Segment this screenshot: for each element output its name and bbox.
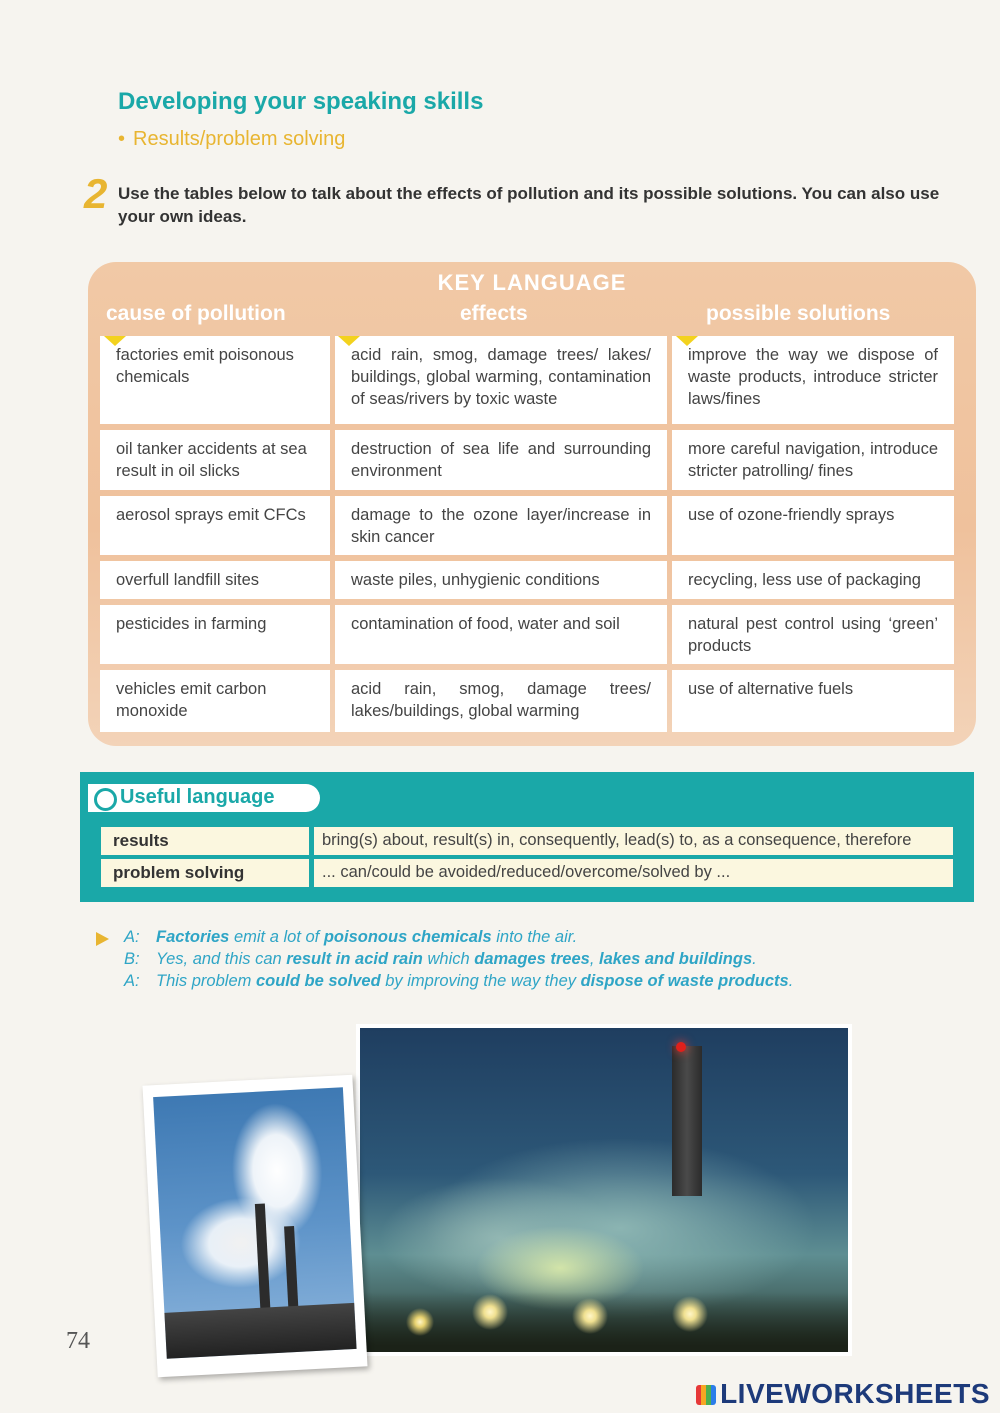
effects-cell: waste piles, unhygienic conditions [335,561,667,599]
dialogue-line [124,972,793,991]
exercise-instruction: Use the tables below to talk about the effects of pollution and its possible solutions. You can also use your own ideas. [118,184,940,226]
chimney [255,1203,271,1313]
table-row [100,496,960,555]
useful-row-results [100,826,954,856]
useful-row-problem-solving [100,858,954,888]
pointer-triangle-icon [338,336,360,346]
speaker-label: A: [124,972,140,990]
table-row [100,336,960,424]
exercise-number: 2 [84,170,108,217]
cause-cell: pesticides in farming [100,605,330,664]
useful-language-box [80,772,974,902]
brand-logo[interactable] [696,1378,990,1410]
effects-cell: contamination of food, water and soil [335,605,667,664]
dialogue-text: which [422,950,475,968]
table-row [100,670,960,732]
dialogue-text: , [589,950,599,968]
solutions-cell: more careful navigation, introduce stricter patrolling/ fines [672,430,954,490]
circle-icon [94,788,117,811]
table-row [100,561,960,599]
useful-language-tab [88,784,320,812]
dialogue-text: by improving the way they [380,972,581,990]
key-language-table [100,336,960,738]
brand-text: LIVEWORKSHEETS [720,1378,990,1409]
solutions-cell: recycling, less use of packaging [672,561,954,599]
solutions-cell: improve the way we dispose of waste products, introduce stricter laws/fines [672,336,954,424]
table-row [100,605,960,664]
column-header-solutions: possible solutions [706,302,891,325]
warning-light [676,1042,686,1052]
factory-night-photo [360,1028,848,1352]
dialogue-text: Yes, and this can [156,950,287,968]
cause-cell: overfull landfill sites [100,561,330,599]
useful-language-title: Useful language [120,786,275,808]
useful-text: bring(s) about, result(s) in, consequently, lead(s) to, as a consequence, therefore [313,826,954,856]
ground-lights [360,1292,848,1352]
play-arrow-icon [96,932,109,946]
dialogue-key-phrase: Factories [156,928,230,946]
solutions-cell: use of ozone-friendly sprays [672,496,954,555]
smokestack [672,1046,702,1196]
dialogue-key-phrase: dispose of waste products [580,972,789,990]
page-title: Developing your speaking skills [118,88,484,115]
pointer-triangle-icon [104,336,126,346]
dialogue-text: emit a lot of [229,928,324,946]
effects-cell: acid rain, smog, damage trees/ lakes/buildings, global warming [335,670,667,732]
column-header-effects: effects [460,302,528,325]
pointer-triangle-icon [676,336,698,346]
subtitle-text: Results/problem solving [133,128,346,150]
useful-label: problem solving [100,858,310,888]
useful-label: results [100,826,310,856]
speaker-label: A: [124,928,140,946]
column-header-cause: cause of pollution [106,302,286,325]
effects-cell: destruction of sea life and surrounding environment [335,430,667,490]
photo-image [153,1087,356,1359]
dialogue-key-phrase: damages trees [474,950,590,968]
useful-text: ... can/could be avoided/reduced/overcome/solved by ... [313,858,954,888]
cause-cell: vehicles emit carbon monoxide [100,670,330,732]
cause-cell: aerosol sprays emit CFCs [100,496,330,555]
bullet-icon: • [118,128,126,150]
cause-cell: oil tanker accidents at sea result in oil slicks [100,430,330,490]
section-subtitle [118,128,345,151]
dialogue-key-phrase: could be solved [255,972,381,990]
dialogue-line [124,928,577,947]
chimney [284,1226,298,1312]
key-language-panel [88,262,976,746]
effects-cell: acid rain, smog, damage trees/ lakes/ buildings, global warming, contamination of seas/rivers by toxic waste [335,336,667,424]
dialogue-key-phrase: lakes and buildings [599,950,753,968]
dialogue-text: This problem [156,972,256,990]
solutions-cell: use of alternative fuels [672,670,954,732]
logo-icon [696,1385,716,1405]
solutions-cell: natural pest control using ‘green’ products [672,605,954,664]
power-plant [164,1303,356,1359]
effects-cell: damage to the ozone layer/increase in skin cancer [335,496,667,555]
page-number: 74 [66,1328,90,1354]
table-row [100,430,960,490]
factory-smoke-photo [143,1075,368,1378]
dialogue-text: into the air. [491,928,578,946]
dialogue-line [124,950,757,969]
dialogue-text: . [752,950,757,968]
key-language-title: KEY LANGUAGE [437,270,627,295]
speaker-label: B: [124,950,140,968]
dialogue-text: . [788,972,794,990]
cause-cell: factories emit poisonous chemicals [100,336,330,424]
dialogue-key-phrase: result in acid rain [286,950,423,968]
dialogue-key-phrase: poisonous chemicals [323,928,492,946]
